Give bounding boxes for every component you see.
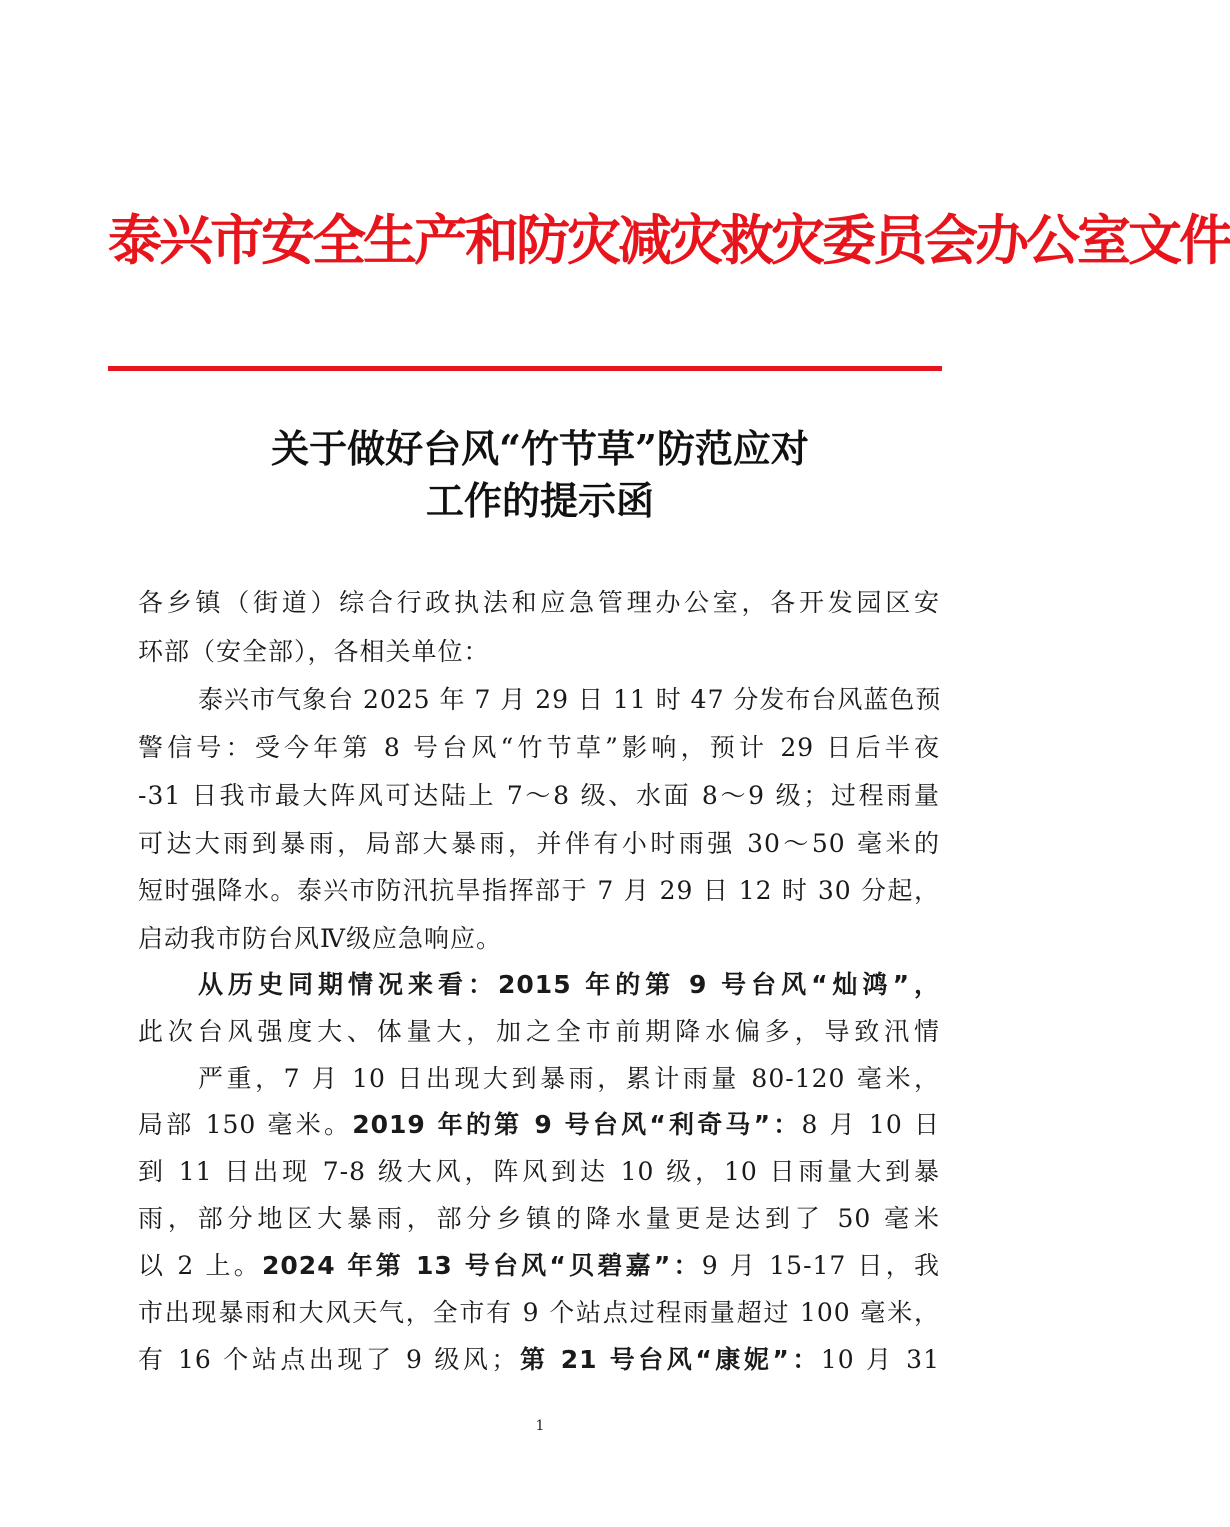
paragraph-1-line-6: 启动我市防台风Ⅳ级应急响应。	[138, 924, 502, 953]
paragraph-2-line-5: 到 11 日出现 7-8 级大风，阵风到达 10 级，10 日雨量大到暴	[138, 1157, 940, 1186]
bold-run: 2019 年的第 9 号台风“利奇马”：	[352, 1110, 802, 1139]
bold-run: 2024 年第 13 号台风“贝碧嘉”：	[262, 1251, 702, 1280]
paragraph-1-line-3: -31 日我市最大阵风可达陆上 7～8 级、水面 8～9 级；过程雨量	[138, 781, 940, 810]
paragraph-2-line-1: 从历史同期情况来看：2015 年的第 9 号台风“灿鸿”，	[198, 970, 940, 999]
paragraph-2-line-4	[138, 1101, 940, 1149]
header-red-rule	[108, 366, 942, 371]
text-run: 有 16 个站点出现了 9 级风；	[138, 1345, 518, 1374]
paragraph-1-line-1: 泰兴市气象台 2025 年 7 月 29 日 11 时 47 分发布台风蓝色预	[198, 685, 942, 714]
paragraph-1-line-2: 警信号：受今年第 8 号台风“竹节草”影响，预计 29 日后半夜	[138, 733, 940, 762]
text-run: 8 月 10 日	[801, 1110, 941, 1139]
text-run: 10 月 31	[820, 1345, 940, 1374]
paragraph-1-line-5: 短时强降水。泰兴市防汛抗旱指挥部于 7 月 29 日 12 时 30 分起，	[138, 876, 940, 905]
text-run: 以 2 上。	[138, 1251, 263, 1280]
paragraph-2-line-2: 此次台风强度大、体量大，加之全市前期降水偏多，导致汛情	[138, 1017, 940, 1046]
text-run: 局部 150 毫米。	[138, 1110, 353, 1139]
paragraph-2-line-7	[138, 1242, 940, 1290]
paragraph-1-line-4: 可达大雨到暴雨，局部大暴雨，并伴有小时雨强 30～50 毫米的	[138, 829, 940, 858]
bold-run: 第 21 号台风“康妮”：	[517, 1345, 821, 1374]
doc-title-line2: 工作的提示函	[425, 478, 654, 523]
paragraph-2-line-3: 严重，7 月 10 日出现大到暴雨，累计雨量 80-120 毫米，	[198, 1064, 940, 1093]
text-run: 9 月 15-17 日，我	[701, 1251, 940, 1280]
doc-title-line1: 关于做好台风“竹节草”防范应对	[271, 426, 809, 471]
org-header-title: 泰兴市安全生产和防灾减灾救灾委员会办公室文件	[108, 208, 1230, 272]
paragraph-2-line-9	[138, 1336, 940, 1384]
addressee-line-2: 环部（安全部），各相关单位：	[138, 637, 490, 666]
paragraph-2-line-8: 市出现暴雨和大风天气，全市有 9 个站点过程雨量超过 100 毫米，	[138, 1298, 940, 1327]
addressee-line-1: 各乡镇（街道）综合行政执法和应急管理办公室，各开发园区安	[138, 588, 940, 617]
paragraph-2-line-6: 雨，部分地区大暴雨，部分乡镇的降水量更是达到了 50 毫米	[138, 1204, 940, 1233]
page-number: 1	[535, 1418, 545, 1434]
